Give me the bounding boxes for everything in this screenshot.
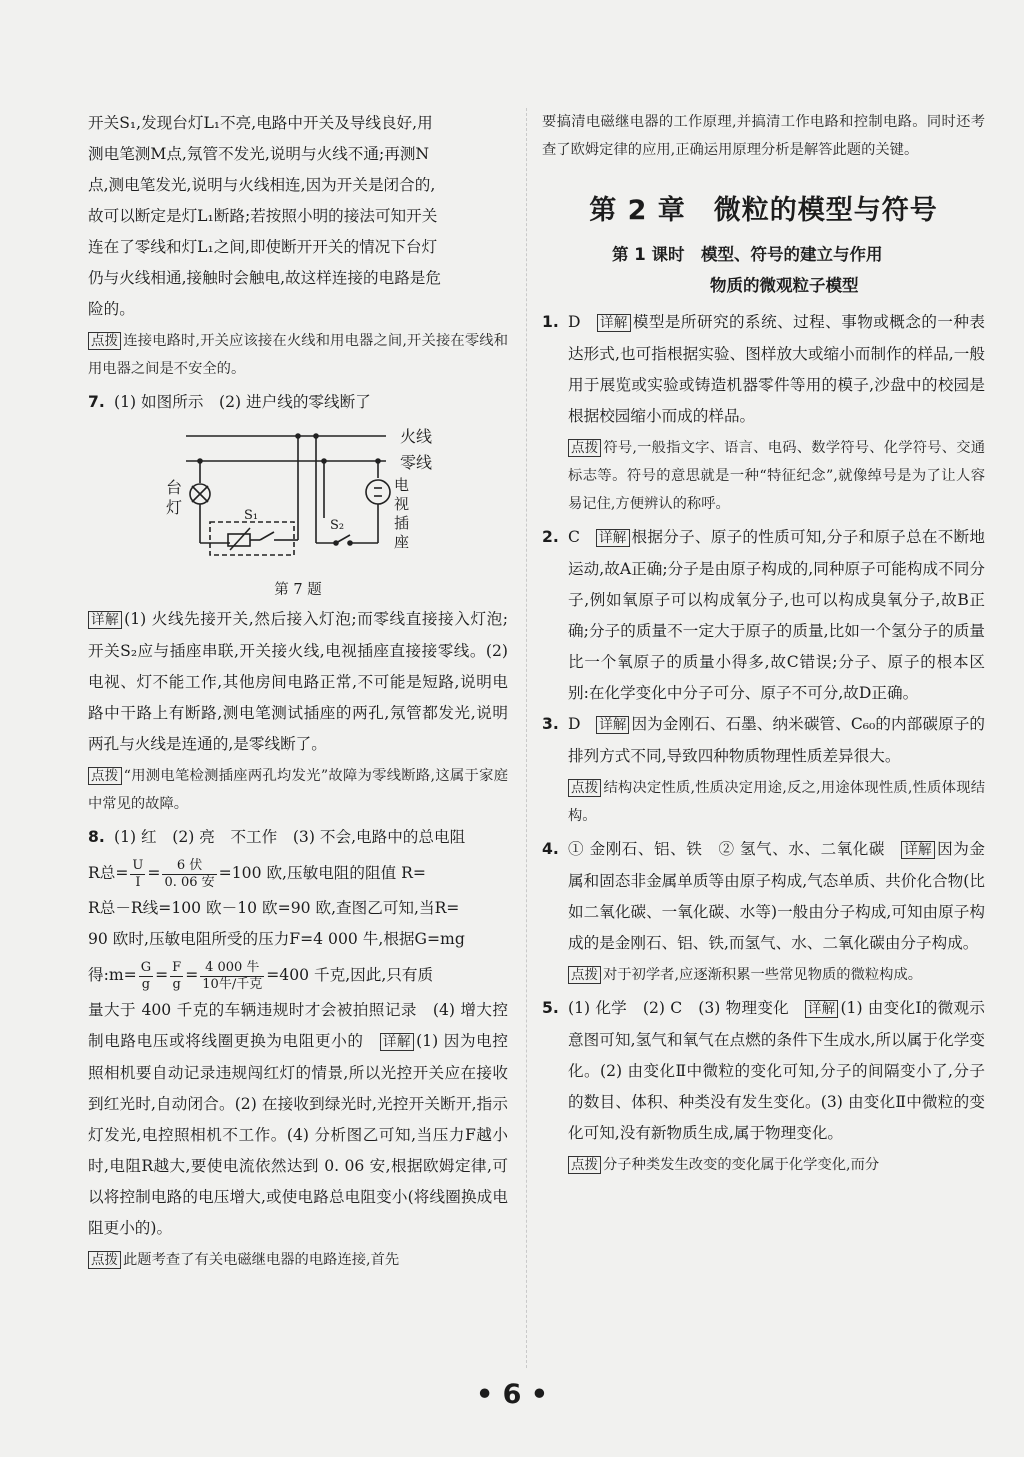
- text-line: R总－R线=100 欧－10 欧=90 欧,查图乙可知,当R=: [88, 899, 460, 917]
- q8-formula-1: R总= $\frac{U}{I}$ = $\frac{\text{6 伏}}{\text{0. 06 安}}$ =100 欧,压敏电阻的阻值 R=: [88, 857, 426, 890]
- chapter-title: 第 2 章 微粒的模型与符号: [589, 195, 938, 226]
- q8-answer-line: 8. (1) 红 (2) 亮 不工作 (3) 不会,电路中的总电阻: [88, 822, 508, 853]
- text-line: 开关S₁,发现台灯L₁不亮,电路中开关及导线良好,用: [88, 114, 433, 132]
- tip-label: 点拨: [568, 779, 601, 797]
- tv-socket-label: 电视插座: [394, 476, 410, 551]
- question-number: 8.: [88, 828, 105, 846]
- question-number: 2.: [542, 528, 559, 546]
- text-line: 仍与火线相通,接触时会触电,故这样连接的电路是危: [88, 269, 441, 287]
- detail-label: 详解: [596, 529, 630, 547]
- tip-label: 点拨: [88, 767, 122, 785]
- question-number: 5.: [542, 999, 559, 1017]
- fraction: $\frac{\text{6 伏}}{\text{0. 06 安}}$: [164, 857, 215, 890]
- lamp-label: 台灯: [166, 478, 183, 517]
- text-line: 故可以断定是灯L₁断路;若按照小明的接法可知开关: [88, 207, 438, 225]
- item-detail: 4. ① 金刚石、铝、铁 ② 氢气、水、二氧化碳 详解 因为金属和固态非金属单质等由原子构成,气态单质、共价化合物(比如二氧化碳、一氧化碳、水等)一般由分子构成,可知由原子构成的是金刚石、铝、铁,而氢气、水、二氧化碳由分子构成。: [542, 834, 985, 959]
- question-number: 4.: [542, 840, 559, 858]
- answer-item-1: [542, 307, 985, 518]
- s1-switch-blade: [260, 532, 274, 540]
- q8-answer-cont: 量大于 400 千克的车辆违规时才会被拍照记录 (4) 增大控制电路电压或将线圈更换为电阻更小的 详解 (1) 因为电控照相机要自动记录违规闯红灯的情景,所以光控开关应在接收到红光时,自动闭合。(2) 在接收到绿光时,光控开关断开,指示灯发光,电控照相机不工作。(4) 分析图乙可知,当压力F越小时,电阻R越大,要使电流依然达到 0. 06 安,根据欧姆定律,可以将控制电路的电压增大,或使电路总电阻变小(将线圈换成电阻更小的)。: [88, 1001, 508, 1237]
- tip-label: 点拨: [568, 1156, 601, 1174]
- tip-label: 点拨: [88, 332, 121, 350]
- detail-label: 详解: [805, 1000, 839, 1018]
- neutral-wire-label: 零线: [400, 453, 433, 472]
- detail-label: 详解: [88, 611, 122, 629]
- text-line: 险的。: [88, 300, 135, 318]
- fraction: $\frac{U}{I}$: [132, 857, 144, 890]
- q8-tip: 点拨 此题考查了有关电磁继电器的电路连接,首先: [88, 1246, 508, 1274]
- tip-label: 点拨: [568, 966, 601, 984]
- text-line: 90 欧时,压敏电阻所受的压力F=4 000 牛,根据G=mg: [88, 930, 465, 948]
- column-separator: [526, 108, 527, 1368]
- live-wire-label: 火线: [400, 427, 433, 446]
- q7-tip: 点拨 “用测电笔检测插座两孔均发光”故障为零线断路,这属于家庭中常见的故障。: [88, 768, 509, 812]
- answer-item-4: [542, 834, 985, 989]
- q7-detail: 详解 (1) 火线先接开关,然后接入灯泡;而零线直接接入灯泡;开关S₂应与插座串联,开关接火线,电视插座直接接零线。(2) 电视、灯不能工作,其他房间电路正常,不可能是短路,说明电路中干路上有断路,测电笔测试插座的两孔,氖管都发光,说明两孔与火线是连通的,是零线断了。: [88, 610, 508, 753]
- detail-label: 详解: [597, 314, 631, 332]
- answer-item-5: [542, 993, 985, 1179]
- q8-formula-2: 得:m= $\frac{G}{g}$ = $\frac{F}{g}$ = $\frac{\text{4 000 牛}}{\text{10牛/千克}}$ =400 千克,因此,只有质: [88, 959, 434, 992]
- item-tip: 点拨 结构决定性质,性质决定用途,反之,用途体现性质,性质体现结构。: [568, 780, 985, 824]
- item-detail: 1. D 详解 模型是所研究的系统、过程、事物或概念的一种表达形式,也可指根据实验、图样放大或缩小而制作的样品,一般用于展览或实验或铸造机器零件等用的模子,沙盘中的校园是根据校园缩小而成的样品。: [542, 307, 985, 432]
- q7-circuit-figure: [88, 418, 508, 580]
- question-number: 3.: [542, 715, 559, 733]
- q8-tip-continued: 要搞清电磁继电器的工作原理,并搞清工作电路和控制电路。同时还考查了欧姆定律的应用,正确运用原理分析是解答此题的关键。: [542, 114, 985, 158]
- q6-explanation: [88, 108, 508, 325]
- question-number: 1.: [542, 313, 559, 331]
- lesson-subtitle: 物质的微观粒子模型: [710, 276, 859, 295]
- detail-label: 详解: [901, 841, 935, 859]
- tv-socket-symbol: [366, 480, 390, 504]
- figure-caption: 第 7 题: [274, 582, 322, 598]
- fraction: $\frac{\text{4 000 牛}}{\text{10牛/千克}}$: [202, 959, 263, 992]
- q6-tip: 点拨 连接电路时,开关应该接在火线和用电器之间,开关接在零线和用电器之间是不安全的。: [88, 333, 509, 377]
- q7-answer: 7. (1) 如图所示 (2) 进户线的零线断了: [88, 387, 508, 418]
- answer-item-2: [542, 522, 985, 709]
- item-tip: 点拨 分子种类发生改变的变化属于化学变化,而分: [542, 1151, 985, 1179]
- detail-label: 详解: [380, 1033, 414, 1051]
- detail-label: 详解: [596, 716, 629, 734]
- right-column: [542, 108, 985, 1183]
- item-tip: 点拨 对于初学者,应逐渐积累一些常见物质的微粒构成。: [542, 961, 985, 989]
- s2-label: S₂: [330, 518, 345, 533]
- circuit-diagram: [88, 418, 508, 580]
- tip-label: 点拨: [568, 439, 601, 457]
- left-column: [88, 108, 508, 1278]
- fraction: $\frac{G}{g}$: [140, 959, 152, 992]
- answer-item-3: [542, 709, 985, 830]
- item-detail: 5. (1) 化学 (2) C (3) 物理变化 详解 (1) 由变化Ⅰ的微观示意图可知,氢气和氧气在点燃的条件下生成水,所以属于化学变化。(2) 由变化Ⅱ中微粒的变化可知,分子的间隔变小了,分子的数目、体积、种类没有发生变化。(3) 由变化Ⅱ中微粒的变化可知,没有新物质生成,属于物理变化。: [542, 993, 985, 1149]
- s1-label: S₁: [244, 508, 259, 523]
- text-line: 连在了零线和灯L₁之间,即使断开开关的情况下台灯: [88, 238, 438, 256]
- s1-switch-box: [210, 522, 294, 555]
- item-detail: 2. C 详解 根据分子、原子的性质可知,分子和原子总在不断地运动,故A正确;分子是由原子构成的,同种原子可能构成不同分子,例如氧原子可以构成氧分子,也可以构成臭氧分子,故B正确;分子的质量不一定大于原子的质量,比如一个氢分子的质量比一个氧原子的质量小得多,故C错误;分子、原子的根本区别:在化学变化中分子可分、原子不可分,故D正确。: [542, 522, 985, 709]
- text-line: 测电笔测M点,氖管不发光,说明与火线不通;再测N: [88, 145, 430, 163]
- lesson-title: 第 1 课时 模型、符号的建立与作用: [612, 245, 883, 264]
- question-number: 7.: [88, 393, 105, 411]
- tip-label: 点拨: [88, 1251, 121, 1269]
- page-number: • 6 •: [475, 1379, 549, 1410]
- fraction: $\frac{F}{g}$: [172, 959, 182, 992]
- text-line: 点,测电笔发光,说明与火线相连,因为开关是闭合的,: [88, 176, 436, 194]
- item-detail: 3. D 详解 因为金刚石、石墨、纳米碳管、C₆₀的内部碳原子的排列方式不同,导致四种物质物理性质差异很大。: [542, 709, 985, 772]
- item-tip: 点拨 符号,一般指文字、语言、电码、数学符号、化学符号、交通标志等。符号的意思就是一种“特征纪念”,就像绰号是为了让人容易记住,方便辨认的称呼。: [568, 440, 986, 512]
